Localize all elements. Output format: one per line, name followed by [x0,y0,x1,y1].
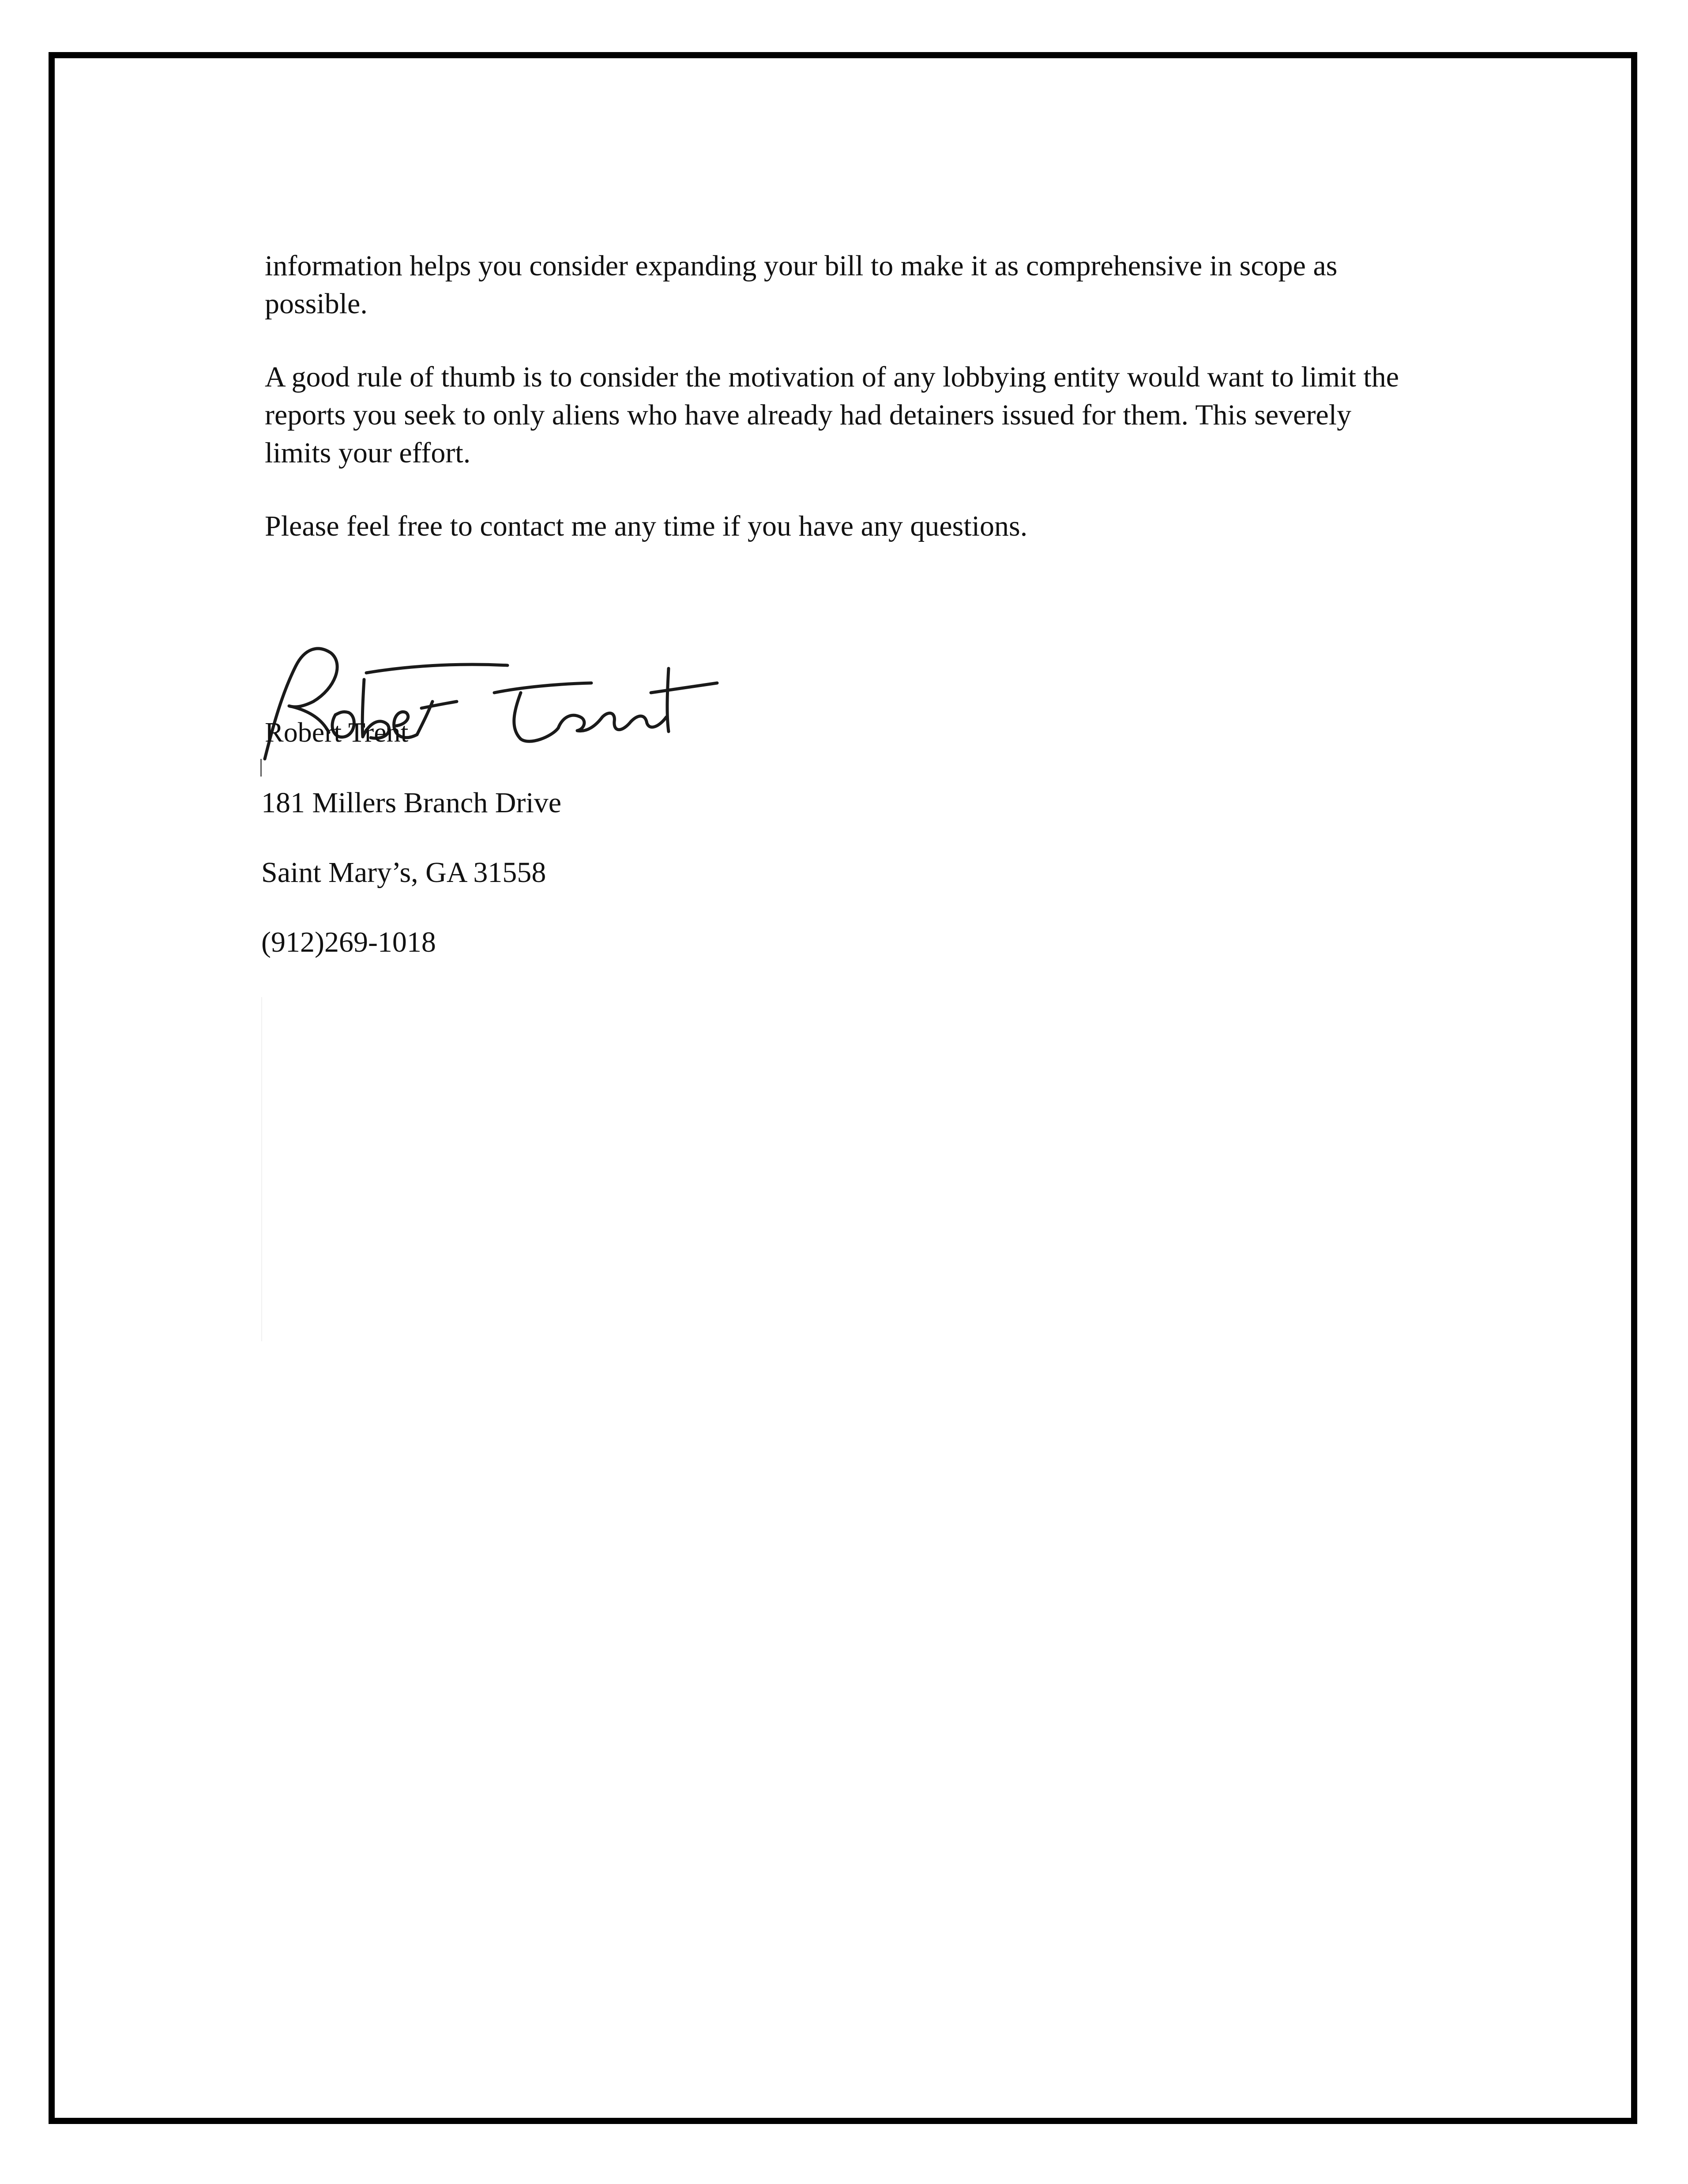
letter-body [265,247,1403,581]
address-city-state-zip: Saint Mary’s, GA 31558 [261,856,546,889]
printed-name: Robert Trent [265,717,409,748]
address-phone: (912)269-1018 [261,926,436,958]
address-street: 181 Millers Branch Drive [261,787,562,819]
paragraph-contact: Please feel free to contact me any time if you have any questions. [265,510,1028,542]
paragraph-scope: information helps you consider expanding your bill to make it as comprehensive in scope as possible. [265,250,1338,320]
address-block [261,785,561,994]
scan-mark [260,759,262,777]
paragraph-rule-of-thumb: A good rule of thumb is to consider the motivation of any lobbying entity would want to limit the reports you seek to only aliens who have already had detainers issued for them. This severely limits your effort. [265,361,1399,469]
scan-artifact [261,997,262,1341]
